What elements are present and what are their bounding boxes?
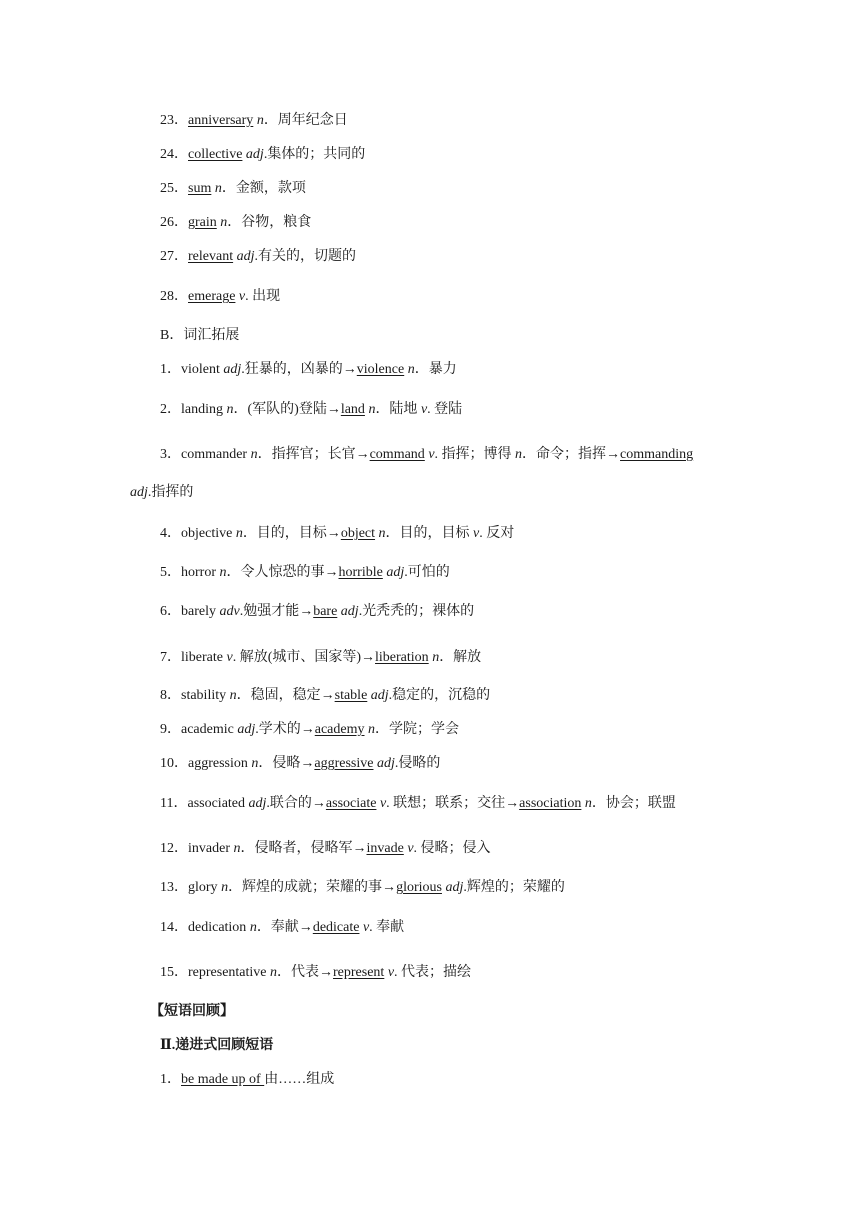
- section-heading-b: B．词汇拓展: [160, 328, 240, 343]
- expansion-entry-12: 12．invader n．侵略者，侵略军→invade v. 侵略；侵入: [160, 841, 491, 856]
- expansion-entry-7: 7．liberate v. 解放(城市、国家等)→liberation n．解放: [160, 650, 482, 665]
- phrase-section-title: 【短语回顾】: [150, 1004, 234, 1019]
- expansion-entry-3-continued: adj.指挥的: [130, 485, 194, 500]
- vocab-word: sum: [188, 181, 212, 196]
- derived-word: land: [340, 402, 365, 417]
- derived-word: object: [340, 526, 376, 541]
- vocab-word: collective: [188, 147, 243, 162]
- expansion-entry-15: 15．representative n．代表→represent v. 代表；描绘: [160, 965, 472, 980]
- derived-word: bare: [313, 604, 338, 619]
- vocab-word: relevant: [188, 249, 234, 264]
- vocab-entry-26: 26．grain n．谷物，粮食: [160, 215, 312, 230]
- vocab-entry-24: 24．collective adj.集体的；共同的: [160, 147, 366, 162]
- derived-word-2: association: [519, 796, 582, 811]
- phrase-entry-1: 1．be made up of 由……组成: [160, 1072, 335, 1087]
- derived-word: horrible: [338, 565, 383, 580]
- derived-word: glorious: [396, 880, 442, 895]
- derived-word: associate: [325, 796, 377, 811]
- derived-word: stable: [334, 688, 368, 703]
- vocab-entry-28: 28．emerage v. 出现: [160, 289, 281, 304]
- derived-word: dedicate: [312, 920, 360, 935]
- expansion-entry-11: 11．associated adj.联合的→associate v. 联想；联系；交往→association n．协会；联盟: [160, 796, 676, 811]
- derived-word: violence: [356, 362, 405, 377]
- derived-word: command: [369, 447, 425, 462]
- expansion-entry-3: 3．commander n．指挥官；长官→command v. 指挥；博得 n．命令；指挥→commanding: [160, 447, 694, 462]
- vocab-entry-27: 27．relevant adj.有关的，切题的: [160, 249, 356, 264]
- expansion-entry-9: 9．academic adj.学术的→academy n．学院；学会: [160, 722, 459, 737]
- vocab-entry-23: 23．anniversary n．周年纪念日: [160, 113, 348, 128]
- vocab-word: grain: [188, 215, 217, 230]
- derived-word: liberation: [375, 650, 429, 665]
- phrase-answer: be made up of: [181, 1072, 265, 1087]
- expansion-entry-10: 10．aggression n．侵略→aggressive adj.侵略的: [160, 756, 441, 771]
- vocab-word: anniversary: [188, 113, 254, 128]
- derived-word: invade: [366, 841, 404, 856]
- expansion-entry-4: 4．objective n．目的，目标→object n．目的，目标 v. 反对: [160, 526, 515, 541]
- expansion-entry-2: 2．landing n．(军队的)登陆→land n．陆地 v. 登陆: [160, 402, 463, 417]
- expansion-entry-1: 1．violent adj.狂暴的，凶暴的→violence n．暴力: [160, 362, 457, 377]
- expansion-entry-13: 13．glory n．辉煌的成就；荣耀的事→glorious adj.辉煌的；荣耀的: [160, 880, 565, 895]
- vocab-entry-25: 25．sum n．金额，款项: [160, 181, 306, 196]
- derived-word: aggressive: [314, 756, 374, 771]
- expansion-entry-6: 6．barely adv.勉强才能→bare adj.光秃秃的；裸体的: [160, 604, 475, 619]
- derived-word: represent: [333, 965, 385, 980]
- derived-word: academy: [314, 722, 365, 737]
- expansion-entry-14: 14．dedication n．奉献→dedicate v. 奉献: [160, 920, 405, 935]
- expansion-entry-8: 8．stability n．稳固，稳定→stable adj.稳定的，沉稳的: [160, 688, 491, 703]
- expansion-entry-5: 5．horror n．令人惊恐的事→horrible adj.可怕的: [160, 565, 450, 580]
- derived-word-2: commanding: [620, 447, 694, 462]
- phrase-subtitle: Ⅱ.递进式回顾短语: [160, 1038, 274, 1053]
- vocab-word: emerage: [188, 289, 236, 304]
